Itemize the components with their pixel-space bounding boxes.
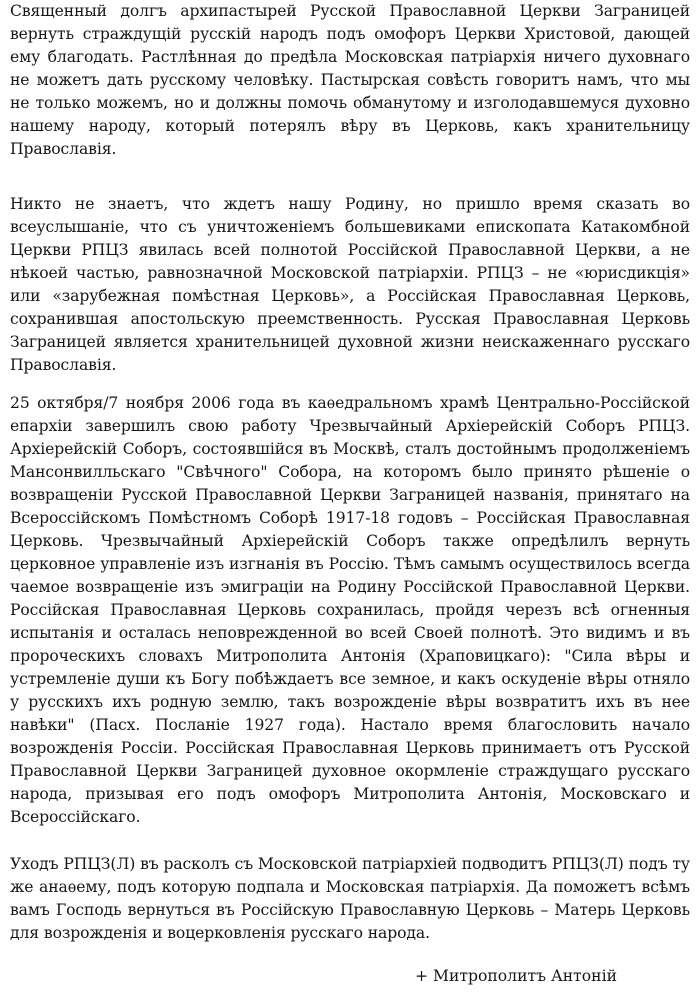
- paragraph-3: 25 октября/7 ноября 2006 года въ каѳедральномъ храмѣ Центрально-Россійской епархіи завершилъ свою работу Чрезвычайный Архіерейскій Соборъ РПЦЗ. Архіерейскій Соборъ, состоявшійся въ Москвѣ, сталъ достойнымъ продолженіемъ Мансонвилльскаго "Свѣчного" Собора, на которомъ было принято рѣшеніе о возвращеніи Русской Православной Церкви Заграницей названія, принятаго на Всероссійскомъ Помѣстномъ Соборѣ 1917-18 годовъ – Россійская Православная Церковь. Чрезвычайный Архіерейскій Соборъ также опредѣлилъ вернуть церковное управленіе изъ изгнанія въ Россію. Тѣмъ самымъ осуществилось всегда чаемое возвращеніе изъ эмиграціи на Родину Россійской Православной Церкви. Россійская Православная Церковь сохранилась, пройдя черезъ всѣ огненныя испытанія и осталась неповрежденной во всей Своей полнотѣ. Это видимъ и въ пророческихъ словахъ Митрополита Антонія (Храповицкаго): "Сила вѣры и устремленіе души къ Богу побѣждаетъ все земное, и какъ оскуденіе вѣры отняло у русскихъ ихъ родную землю, такъ возрожденіе вѣры возвратитъ ихъ въ нее навѣки" (Пасх. Посланіе 1927 года). Настало время благословить начало возрожденія Россіи. Россійская Православная Церковь принимаетъ отъ Русской Православной Церкви Заграницей духовное окормленіе страждущаго русскаго народа, призывая его подъ омофоръ Митрополита Антонія, Московскаго и Всероссійскаго.: [10, 394, 690, 826]
- paragraph-2: Никто не знаетъ, что ждетъ нашу Родину, но пришло время сказать во всеуслышаніе, что съ уничтоженіемъ большевиками епископата Катакомбной Церкви РПЦЗ явилась всей полнотой Россійской Православной Церкви, а не нѣкоей частью, равнозначной Московской патріархіи. РПЦЗ – не «юрисдикція» или «зарубежная помѣстная Церковь», а Россійская Православная Церковь, сохранившая апостольскую преемственность. Русская Православная Церковь Заграницей является хранительницей духовной жизни неискаженнаго русскаго Православія.: [10, 195, 690, 374]
- paragraph-4: Уходъ РПЦЗ(Л) въ расколъ съ Московской патріархіей подводитъ РПЦЗ(Л) подъ ту же анаѳему, подъ которую подпала и Московская патріархія. Да поможетъ всѣмъ вамъ Господь вернуться въ Россійскую Православную Церковь – Матерь Церковь для возрожденія и воцерковленія русскаго народа.: [10, 855, 690, 942]
- signature: + Митрополитъ Антоній: [415, 967, 617, 985]
- paragraph-1: Священный долгъ архипастырей Русской Православной Церкви Заграницей вернуть страждущій русскій народъ подъ омофоръ Церкви Христовой, дающей ему благодать. Растлѣнная до предѣла Московская патріархія ничего духовнаго не можетъ дать русскому человѣку. Пастырская совѣсть говоритъ намъ, что мы не только можемъ, но и должны помочь обманутому и изголодавшемуся духовно нашему народу, который потерялъ вѣру въ Церковь, какъ хранительницу Православія.: [10, 2, 690, 158]
